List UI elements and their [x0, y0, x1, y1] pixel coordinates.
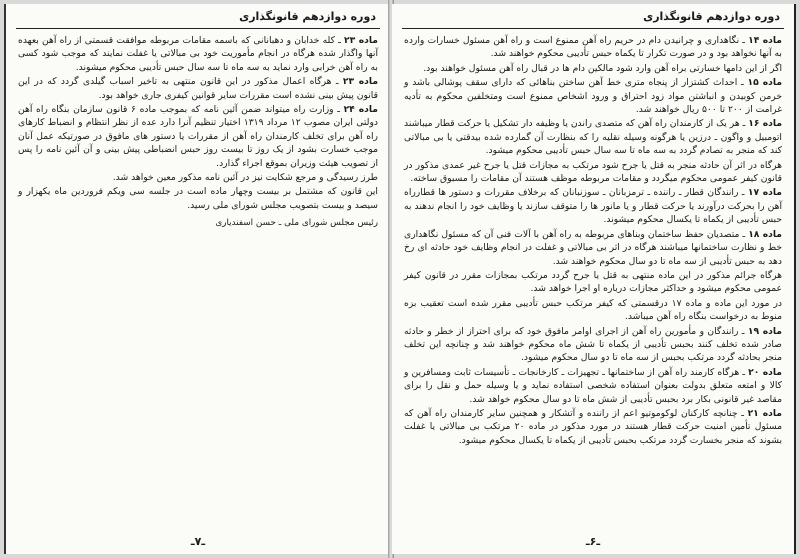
running-header: [20, 10, 376, 26]
article-number: ماده ۲۳: [344, 35, 378, 46]
article-text: ـ هر یک از کارمندان راه آهن که متصدی راندن یا وظیفه دار تشکیل یا حرکت قطار میباشند اتومبیل و واگون ـ درزین یا هرگونه وسیله نقلیه را که بنظارت آن گمارده شده بیدقتی یا بی مبالاتی کند که منجر به تصادم گردد به سه ماه تا سه سال حبس تأدیبی محکوم میشود.: [404, 118, 782, 157]
article: [18, 34, 378, 74]
article-text: ـ متصدیان حفظ ساختمان وبناهای مربوطه به راه آهن با آلات فنی آن که مسئول نگاهداری خط و نظارت ساختمانها میباشند هرگاه در اثر بی مبالاتی و غفلت در انجام وظایف خود حادثه ای رخ دهد به حبس تأدیبی از سه ماه تا دو سال محکوم خواهند شد.: [404, 228, 782, 267]
article-text: هرگاه جرائم مذکور در این ماده منتهی به قتل یا جرح گردد مرتکب بمجازات مقرر در قانون کیفر عمومی محکوم میشود و حداکثر مجازات درباره او اجرا خواهد شد.: [404, 269, 782, 295]
article-text: ـ احداث کشتزار از پنجاه متری خط آهن ساختن بناهائی که دارای سقف پوشالی باشد و خرمن کوبیدن و انباشتن مواد زود احتراق و ورود اشخاص ممنوع است ومتخلفین محکوم به تأدیه غرامت از ۲۰۰ تا ۵۰۰ ریال خواهند شد.: [404, 77, 782, 116]
page-body: [18, 34, 378, 228]
article-text: هرگاه در اثر آن حادثه منجر به قتل یا جرح شود مرتکب به مجازات قتل یا جرح غیر عمدی مذکور در قانون کیفر عمومی محکوم میگردد و مقامات مربوطه موظف هستند آن مقامات را مسبوق ساخته.: [404, 159, 782, 185]
article-text: ـ وزارت راه میتواند ضمن آئین نامه که بموجب ماده ۶ قانون سازمان بنگاه راه آهن دولتی ایران مصوب ۱۲ مرداد ۱۳۱۹ اختیار تنظیم آنرا دارد عده از نظر انتظام و انضباط کارهای راه آهن برای تخلف کارمندان راه آهن از مقررات یا دستور های مافوق در صورتیکه عمل آنان موجب خسارت بشود از یک روز تا بیست روز حبس انضباطی پیش بینی و آن آئین نامه را پس از تصویب هیئت وزیران بموقع اجراء گذارد.: [18, 104, 378, 169]
header-text: دوره دوازدهم قانونگذاری: [643, 10, 780, 23]
article-number: ماده ۲۱: [747, 407, 782, 419]
article-text: در مورد این ماده و ماده ۱۷ درقسمتی که کیفر مرتکب حبس تأدیبی مقرر شده است تعقیب بزه منوط به درخواست بنگاه راه آهن میباشد.: [404, 297, 782, 323]
article-number: ماده ۱۹: [747, 325, 782, 337]
article: [404, 325, 782, 365]
page-number: ـ۶ـ: [585, 535, 601, 548]
article-text: طرز رسیدگی و مرجع شکایت نیز در آئین نامه مذکور معین خواهد شد.: [112, 172, 378, 184]
enactment-note: [18, 185, 378, 212]
article-text: ـ هرگاه اعمال مذکور در این قانون منتهی به تاخیر اسباب گیلدی گردد که در این قانون پیش بینی نشده است مقررات سایر قوانین کیفری جاری خواهد بود.: [18, 76, 378, 101]
article-number: ماده ۱۶: [748, 118, 783, 130]
article-text: ـ چنانچه کارکنان لوکوموتیو اعم از راننده و آتشکار و همچنین سایر کارمندان راه آهن که مسئول تأمین امنیت حرکت قطار هستند در مورد مذکور در ماده ۲۰ مرتکب بی مبالاتی یا غفلت بشوند که منجر بخسارت گردد مرتکب بحبس تأدیبی از یکماه تا یکسال محکوم میشود.: [404, 407, 783, 446]
article-text: این قانون که مشتمل بر بیست وچهار ماده است در جلسه سی ویکم فروردین ماه یکهزار و سیصد و بیست بتصویب مجلس شورای ملی رسید.: [18, 186, 378, 211]
article-number: ماده ۱۸: [748, 228, 783, 240]
article-number: ماده ۲۰: [748, 366, 782, 378]
article: [18, 171, 378, 184]
header-text: دوره دوازدهم قانونگذاری: [239, 10, 376, 23]
header-rule: [402, 28, 784, 29]
signature-line: [18, 218, 378, 228]
article-text: ـ رانندگان قطار ـ راننده ـ ترمزبانان ـ سوزنبانان که برخلاف مقررات و دستور ها قطارراه آهن را بحرکت درآورند یا حرکت قطار و یا مانور ها را متوقف سازند یا وظایف خود را انجام ندهند به حبس تأدیبی از یکماه تا یکسال محکوم میشوند.: [404, 187, 782, 226]
article: [404, 62, 782, 75]
article: [404, 34, 782, 61]
article-text: ـ نگاهداری و چرانیدن دام در حریم راه آهن ممنوع است و راه آهن مسئول خسارات وارده به آنها نخواهد بود و در صورت تکرار تا یکماه حبس تأدیبی محکوم خواهند شد.: [404, 35, 782, 60]
article: [404, 159, 782, 186]
article-number: ماده ۲۴: [343, 104, 378, 116]
article: [404, 76, 782, 116]
right-page: [392, 4, 796, 554]
article: [404, 407, 782, 447]
article-number: ماده ۱۵: [747, 77, 783, 89]
page-body: [404, 34, 782, 448]
article-text: ـ هرگاه کارمند راه آهن از ساختمانها ـ تجهیزات ـ کارخانجات ـ تأسیسات ثابت ومسافرین و کالا و امتعه متعلق بدولت بعنوان استفاده شخصی استفاده نماید و یا وسیله حمل و نقل را برای مقاصد غیر قانونی بکار برد بحبس تأدیبی از شش ماه تا دو سال محکوم خواهد شد.: [404, 366, 782, 405]
article-text: اگر از این دامها خسارتی براه آهن وارد شود مالکین دام ها در قبال راه آهن مسئول خواهند بود.: [423, 62, 782, 74]
article-number: ماده ۱۷: [747, 187, 782, 199]
article-number: ماده ۱۴: [748, 35, 782, 46]
article-text: ـ کله خدابان و دهبانانی که باسمه مقامات مربوطه موافقت قسمتی از راه آهن بعهده آنها واگذار شده هرگاه در انجام مأموریت خود بی مبالاتی یا غفلت نمایند که موجب شود کسی به راه آهن خرابی وارد نماید به سه ماه تا سه سال حبس تأدیبی محکوم میشوند.: [18, 35, 378, 73]
article-number: ماده ۲۳: [342, 76, 379, 88]
page-number: ـ۷ـ: [190, 535, 206, 548]
header-rule: [16, 28, 380, 29]
running-header: [406, 10, 780, 26]
signature-speaker: رئیس مجلس شورای ملی ـ حسن اسفندیاری: [215, 218, 378, 229]
article: [404, 228, 782, 268]
article-text: ـ رانندگان و مأمورین راه آهن از اجرای اوامر مافوق خود که برای احتراز از خطر و حادثه صادر شده تخلف کنند بحبس تأدیبی از یکماه تا شش ماه محکوم خواهند شد و چنانچه این تخلف منجر بحادثه گردد مرتکب بحبس از سه ماه تا دو سال محکوم میشود.: [404, 325, 782, 364]
left-page: [4, 4, 390, 554]
article: [404, 366, 782, 406]
article: [18, 75, 378, 102]
article: [404, 269, 782, 296]
article: [404, 117, 782, 157]
article: [18, 103, 378, 170]
article: [404, 186, 782, 226]
article: [404, 297, 782, 324]
